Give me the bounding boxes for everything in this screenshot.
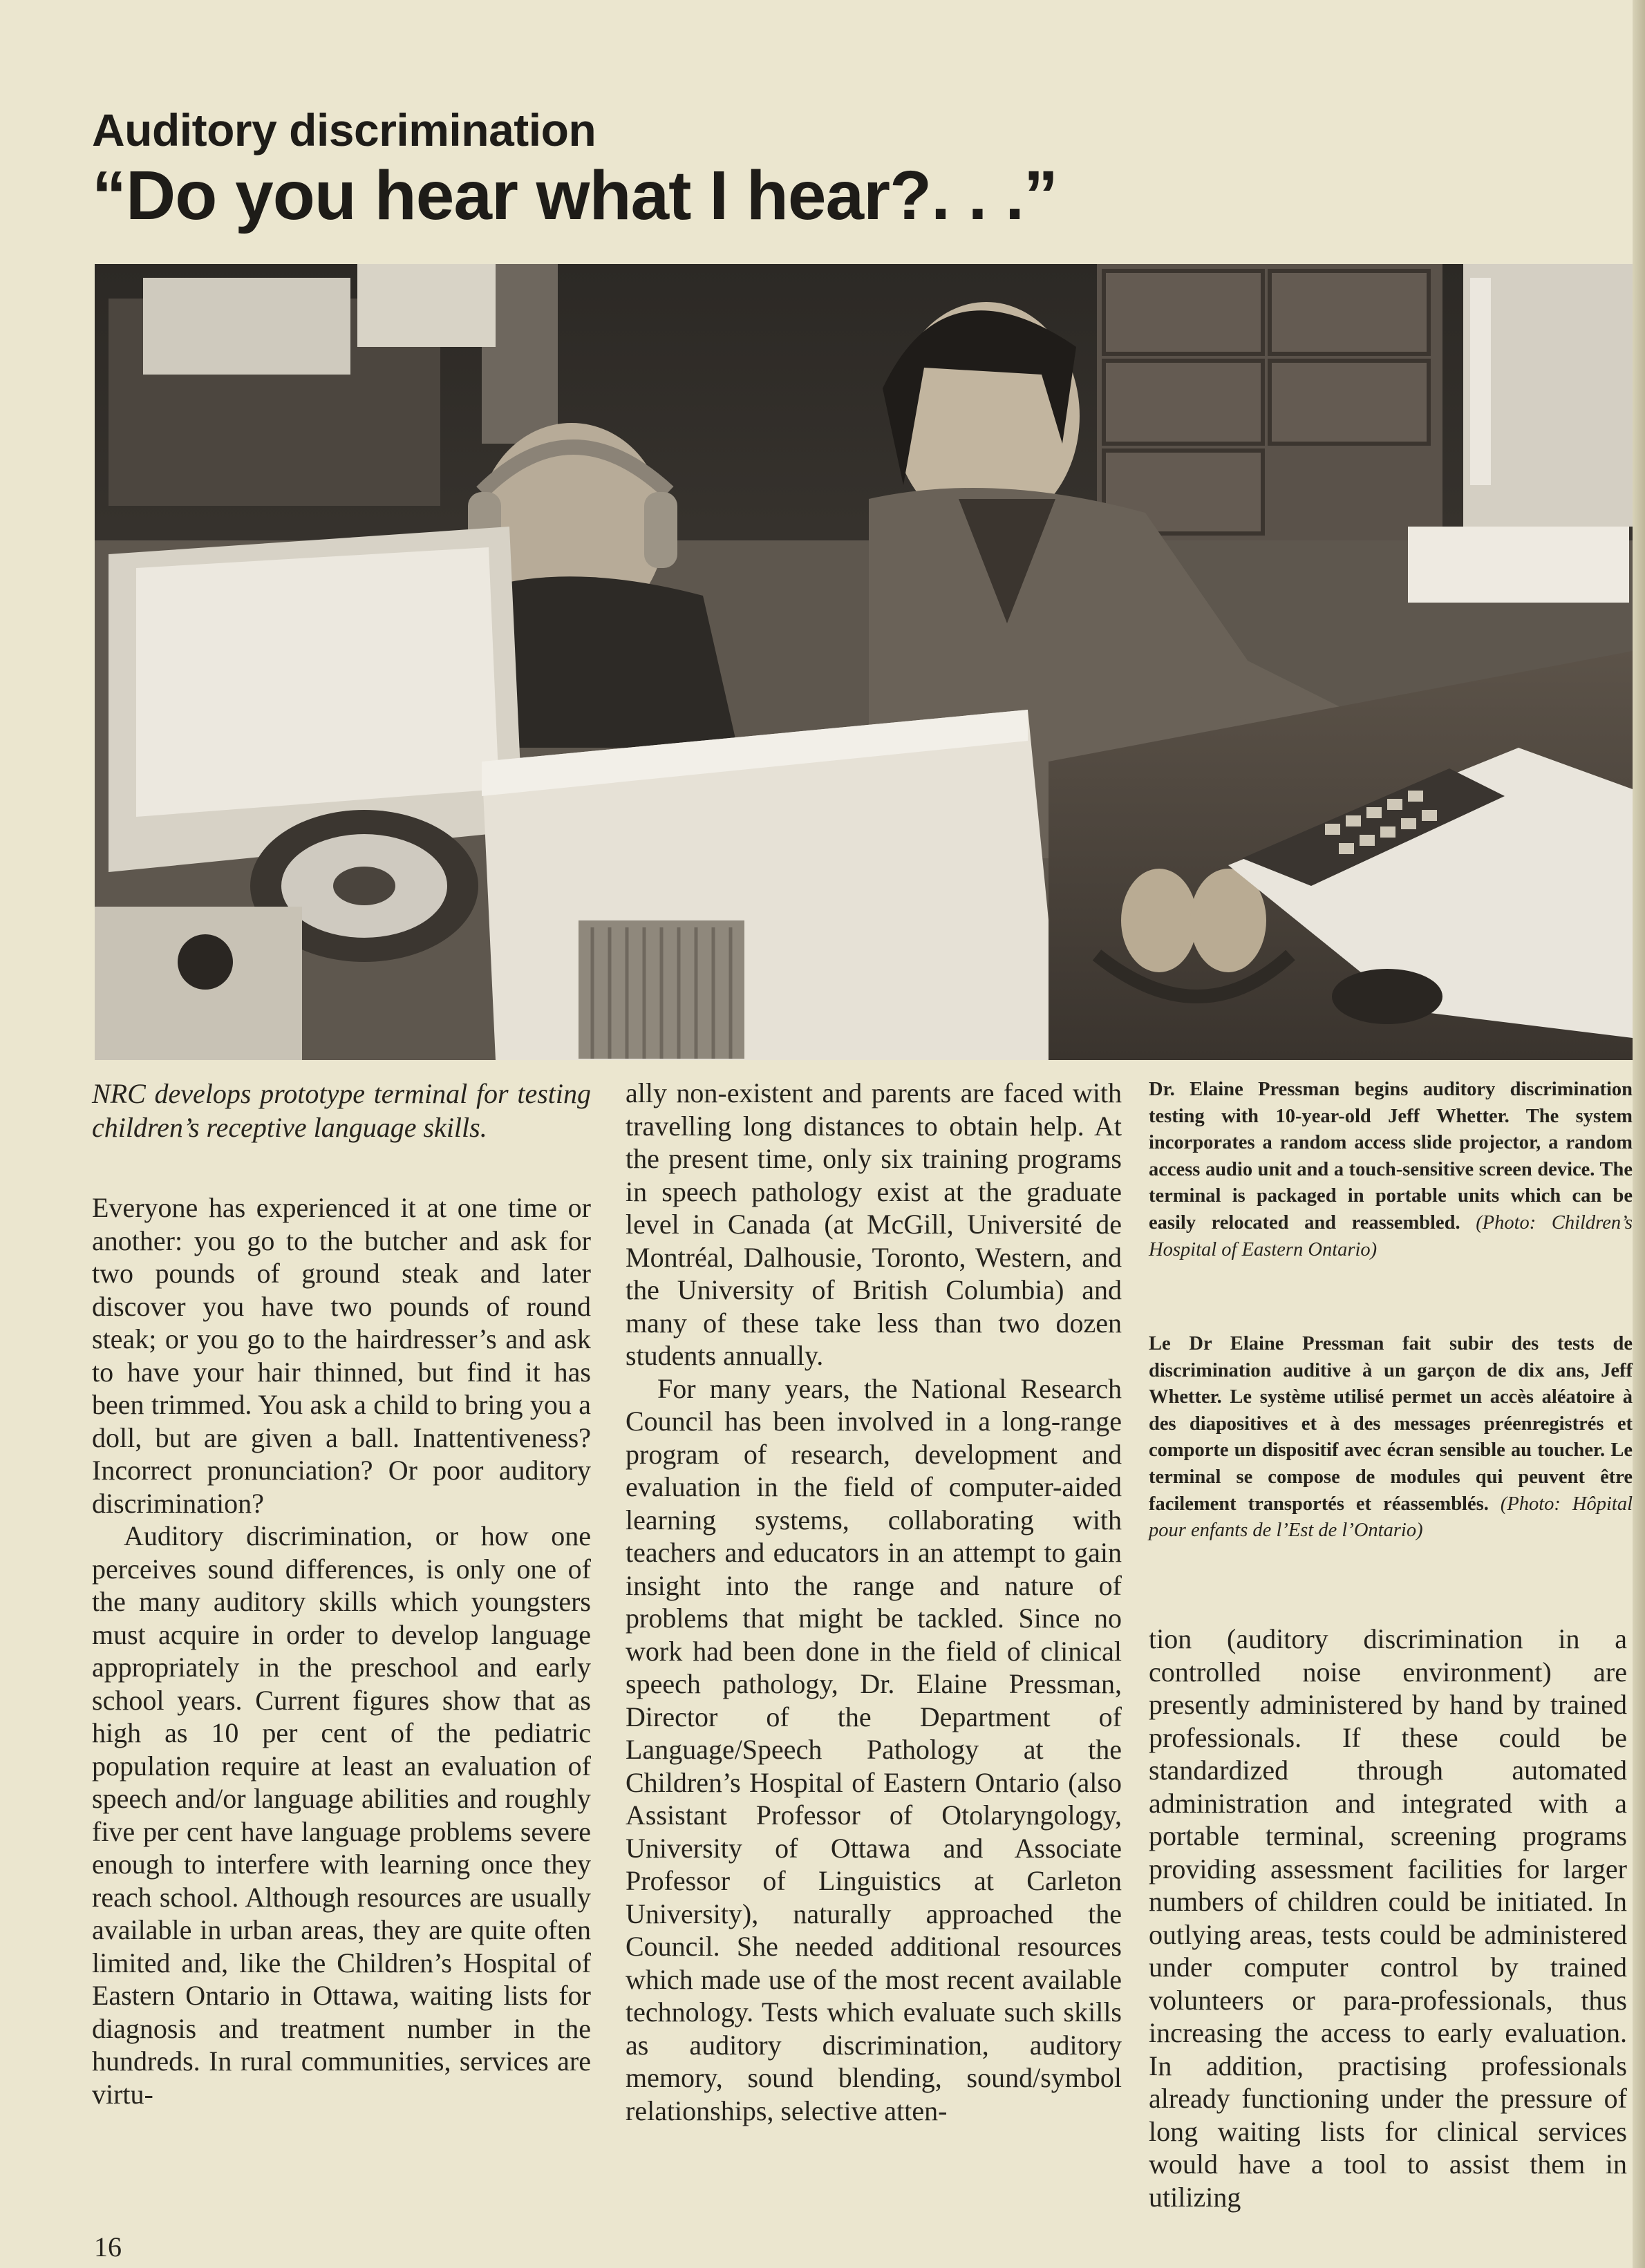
page-edge-shadow bbox=[1633, 0, 1645, 2268]
article-headline: “Do you hear what I hear?. . .” bbox=[92, 157, 1058, 234]
article-column-3 bbox=[1149, 1623, 1627, 2213]
caption-text: Le Dr Elaine Pressman fait subir des tests de discrimination auditive à un garçon de dix ans, Jeff Whetter. Le système utilisé permet un accès aléatoire à des diapositives et à des messages préenregistrés et comporte un dispositif avec écran sensible au toucher. Le terminal se compose de modules qui peuvent être facilement transportés et réassemblés. bbox=[1149, 1333, 1633, 1515]
photo-caption-english bbox=[1149, 1077, 1633, 1263]
section-kicker: Auditory discrimination bbox=[92, 104, 596, 155]
body-paragraph: For many years, the National Research Council has been involved in a long-range program of research, development and evaluation in the field of computer-aided learning systems, collaborating with teachers and educators in an attempt to gain insight into the range and nature of problems that might be tackled. Since no work had been done in the field of clinical speech pathology, Dr. Elaine Pressman, Director of the Department of Language/Speech Pathology at the Children’s Hospital of Eastern Ontario (also Assistant Professor of Otolaryngology, University of Ottawa and Associate Professor of Linguistics at Carleton University), naturally approached the Council. She needed additional resources which made use of the most recent available technology. Tests which evaluate such skills as auditory discrimination, auditory memory, sound blending, sound/symbol relationships, selective atten- bbox=[626, 1372, 1122, 2126]
photo-illustration bbox=[95, 264, 1633, 1060]
page-number: 16 bbox=[94, 2231, 122, 2262]
article-deck: NRC develops prototype terminal for testing children’s receptive language skills. bbox=[92, 1078, 591, 1143]
article-column-1 bbox=[92, 1077, 591, 2110]
caption-text: Dr. Elaine Pressman begins auditory discrimination testing with 10-year-old Jeff Whetter. The system incorporates a random access slide projector, a random access audio unit and a touch-sensitive screen device. The terminal is packaged in portable units which can be easily relocated and reassembled. bbox=[1149, 1079, 1633, 1234]
photo-credit: (Photo: Hôpital pour enfants de l’Est de l’Ontario) bbox=[1149, 1493, 1633, 1542]
article-photo bbox=[95, 264, 1633, 1060]
photo-caption-french bbox=[1149, 1331, 1633, 1544]
article-column-2 bbox=[626, 1077, 1122, 2127]
body-paragraph: Auditory discrimination, or how one perceives sound differences, is only one of the many auditory skills which youngsters must acquire in order to develop language appropriately in the preschool and early school years. Current figures show that as high as 10 per cent of the pediatric population require at least an evaluation of speech and/or language abilities and roughly five per cent have language problems severe enough to interfere with learning once they reach school. Although resources are usually available in urban areas, they are quite often limited and, like the Children’s Hospital of Eastern Ontario in Ottawa, waiting lists for diagnosis and treatment number in the hundreds. In rural communities, services are virtu- bbox=[92, 1520, 591, 2110]
body-paragraph: Everyone has experienced it at one time or another: you go to the butcher and ask for two pounds of ground steak and later discover you have two pounds of round steak; or you go to the hairdresser’s and ask to have your hair thinned, but find it has been trimmed. You ask a child to bring you a doll, but are given a ball. Inattentiveness? Incorrect pronunciation? Or poor auditory discrimination? bbox=[92, 1192, 591, 1519]
photo-credit: (Photo: Children’s Hospital of Eastern Ontario) bbox=[1149, 1211, 1633, 1260]
body-paragraph: tion (auditory discrimination in a controlled noise environment) are presently administered by hand by trained professionals. If these could be standardized through automated administration and integrated with a portable terminal, screening programs providing assessment facilities for larger numbers of children could be initiated. In outlying areas, tests could be administered under computer control by trained volunteers or para-professionals, thus increasing the access to early evaluation. In addition, practising professionals already functioning under the pressure of long waiting lists for clinical services would have a tool to assist them in utilizing bbox=[1149, 1623, 1627, 2213]
body-paragraph: ally non-existent and parents are faced with travelling long distances to obtain help. At the present time, only six training programs in speech pathology exist at the graduate level in Canada (at McGill, Université de Montréal, Dalhousie, Toronto, Western, and the University of British Columbia) and many of these take less than two dozen students annually. bbox=[626, 1077, 1122, 1371]
